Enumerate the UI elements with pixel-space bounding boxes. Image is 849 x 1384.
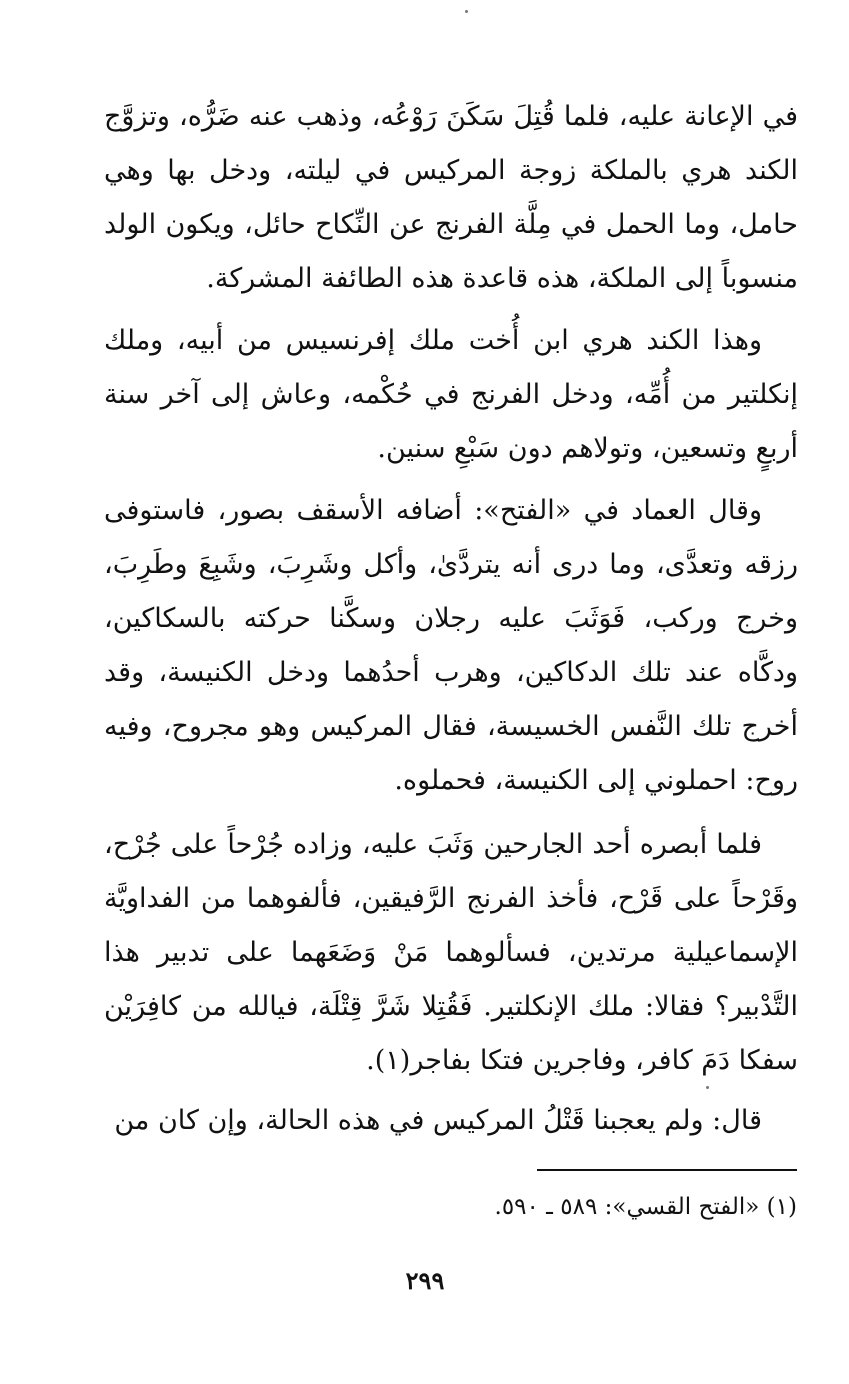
scan-speck: [465, 10, 468, 13]
page-number: ٢٩٩: [405, 1266, 445, 1295]
paragraph-king-henry: وهذا الكند هري ابن أُخت ملك إفرنسيس من أبيه، وملك إنكلتير من أُمِّه، ودخل الفرنج في حُكْمه، وعاش إلى آخر سنة أربعٍ وتسعين، وتولاهم دون سَبْعِ سنين.: [104, 325, 798, 464]
footnote: (١) «الفتح القسي»: ٥٨٩ ـ ٥٩٠.: [494, 1194, 797, 1220]
footnote-divider: [537, 1169, 797, 1171]
paragraph-continuation: في الإعانة عليه، فلما قُتِلَ سَكَنَ رَوْعُه، وذهب عنه ضَرُّه، وتزوَّج الكند هري بالملكة زوجة المركيس في ليلته، ودخل بها وهي حامل، وما الحمل في مِلَّة الفرنج عن النِّكاح حائل، ويكون الولد منسوباً إلى الملكة، هذه قاعدة هذه الطائفة المشركة.: [104, 101, 798, 294]
scan-speck: [706, 1086, 709, 1089]
paragraph-closing-line: قال: ولم يعجبنا قَتْلُ المركيس في هذه الحالة، وإن كان من: [114, 1105, 762, 1136]
paragraph-imad-quote: وقال العماد في «الفتح»: أضافه الأسقف بصور، فاستوفى رزقه وتعدَّى، وما درى أنه يتردَّىٰ، وأكل وشَرِبَ، وشَبِعَ وطَرِبَ، وخرج وركب، فَوَثَبَ عليه رجلان وسكَّنا حركته بالسكاكين، ودكَّاه عند تلك الدكاكين، وهرب أحدُهما ودخل الكنيسة، وقد أخرج تلك النَّفس الخسيسة، فقال المركيس وهو مجروح، وفيه روح: احملوني إلى الكنيسة، فحملوه.: [104, 495, 798, 796]
paragraph-assassins: فلما أبصره أحد الجارحين وَثَبَ عليه، وزاده جُرْحاً على جُرْح، وقَرْحاً على قَرْح، فأخذ الفرنج الرَّفيقين، فألفوهما من الفداويَّة الإسماعيلية مرتدين، فسألوهما مَنْ وَضَعَهما على تدبير هذا التَّدْبير؟ فقالا: ملك الإنكلتير. فَقُتِلا شَرَّ قِتْلَة، فيالله من كافِرَيْن سفكا دَمَ كافر، وفاجرين فتكا بفاجر(١).: [104, 829, 798, 1076]
